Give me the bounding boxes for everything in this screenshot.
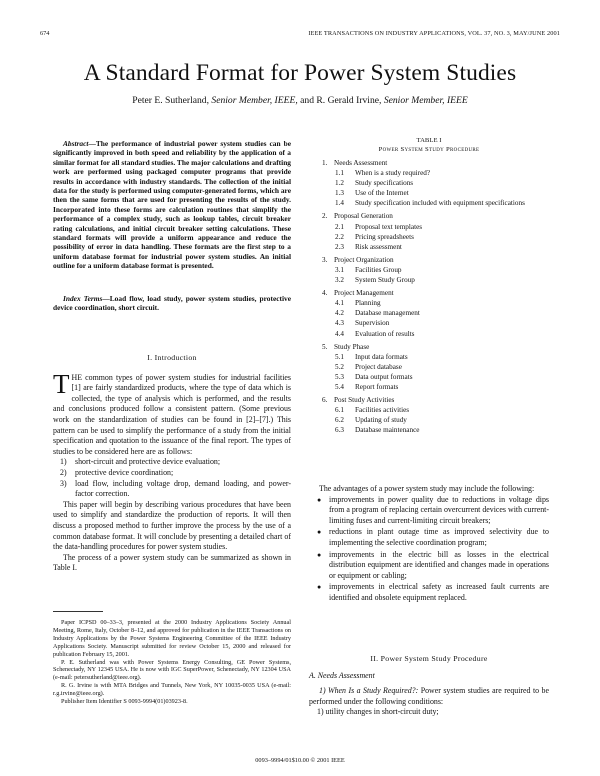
section-2-para: 1) When Is a Study Required?: Power system studies are required to be performed under the following conditions: — [309, 686, 549, 706]
bullet-icon: ● — [317, 495, 322, 504]
list-item: ● improvements in the electric bill as losses in the electrical distribution equipment are identified and changes made in operations or equipment or cabling; — [317, 549, 549, 580]
footnotes — [53, 619, 291, 706]
index-terms-label: Index Terms— — [63, 294, 110, 303]
abstract-text: The performance of industrial power system studies can be significantly improved in both speed and reliability by the application of a similar format for all standard studies. The major calculations and drafting work are performed using packaged computer programs that provide results in accordance with industry standards. The collection of the initial data for the study is performed using computer-generated forms, which are then the same forms that are used for presenting the results of the study. Incorporated into these forms are calculation routines that simplify the performance of a complex study, such as lookup tables, circuit breaker rating calculations, and initial circuit breaker setting calculations. These standard formats will provide a uniform appearance and reduce the possibility of error in data handling. These formats are the first step to a uniform database format for industrial power system studies. An initial outline for a uniform database format is presented. — [53, 139, 291, 271]
table-item: 4.3 Supervision — [335, 319, 390, 328]
copyright-footer: 0093–9994/01$10.00 © 2001 IEEE — [255, 757, 345, 764]
footnote: P. E. Sutherland was with Power Systems Energy Consulting, GE Power Systems, Schenectady, NY 12345 USA. He is now with IGC SuperPower, Schenectady, NY 12304 USA (e-mail: petersutherland@ieee.org). — [53, 658, 291, 682]
list-item: 1) short-circuit and protective device evaluation; — [60, 457, 221, 467]
section-2-heading: II. Power System Study Procedure — [370, 654, 488, 663]
list-item: 3) load flow, including voltage drop, demand loading, and power-factor correction. — [60, 478, 291, 499]
intro-para-1: HE common types of power system studies for industrial facilities [1] are fairly standardized products, where the type of data which is collected, the type of analysis which is performed, and the results and conclusions produced follow a consistent pattern. (Some previous work on the standardization of studies can be found in [2]–[7].) This pattern can be used to simplify the performance of a study from the initial specification and quotation to the issuance of the final report. The types of studies to be considered here are as follows: — [53, 372, 291, 456]
table-section: 4. Project Management — [322, 289, 394, 298]
list-item: 2) protective device coordination; — [60, 467, 174, 477]
author-2-grade: Senior Member, IEEE — [383, 95, 468, 106]
advantages-list — [309, 495, 549, 604]
intro-para-2: This paper will begin by describing various procedures that have been used to simplify and standardize the production of reports. It will then discuss a proposed method to further improve the process by the use of a common database format. It will conclude by presenting a detailed chart of the data-handling procedures for power system studies. — [53, 499, 291, 552]
table-section: 2. Proposal Generation — [322, 212, 393, 221]
footnote: Paper ICPSD 00–33–3, presented at the 2000 Industry Applications Society Annual Meeting, Rome, Italy, October 8–12, and approved for publication in the IEEE Transactions on Industry Applications by the Power Systems Engineering Committee of the IEEE Industry Applications Society. Manuscript submitted for review October 15, 2000 and released for publication February 15, 2001. — [53, 619, 291, 658]
index-terms — [53, 294, 291, 313]
table-item: 5.1 Input data formats — [335, 352, 408, 361]
table-section: 5. Study Phase — [322, 342, 370, 351]
index-terms-text: Load flow, load study, power system studies, protective device coordination, short circuit. — [53, 294, 291, 313]
bullet-icon: ● — [317, 583, 322, 592]
procedure-table — [322, 158, 542, 435]
table-item: 1.2 Study specifications — [335, 179, 414, 188]
authors — [20, 95, 580, 106]
table-title: Power System Study Procedure — [378, 146, 480, 153]
footnote: Publisher Item Identifier S 0093-9994(01)03923-8. — [61, 698, 188, 706]
table-label: TABLE I — [416, 137, 442, 144]
table-item: 1.3 Use of the Internet — [335, 189, 409, 198]
list-item: ● reductions in plant outage time as improved selectivity due to implementing the selective coordination program; — [317, 527, 549, 547]
footnote: R. G. Irvine is with MTA Bridges and Tunnels, New York, NY 10035-0035 USA (e-mail: r.g.irvine@ieee.org). — [53, 682, 291, 698]
abstract — [53, 139, 291, 271]
author-1: Peter E. Sutherland, — [132, 95, 209, 106]
table-item: 2.3 Risk assessment — [335, 242, 402, 251]
table-section: 6. Post Study Activities — [322, 396, 395, 405]
dropcap: T — [53, 368, 70, 399]
table-item: 6.3 Database maintenance — [335, 426, 420, 435]
page-header — [40, 30, 560, 40]
section-2 — [309, 654, 549, 718]
table-section: 1. Needs Assessment — [322, 159, 388, 167]
author-conj: and R. Gerald Irvine, — [300, 95, 382, 106]
bullet-icon: ● — [317, 550, 322, 559]
list-item: ● improvements in power quality due to reductions in voltage dips from a program of replacing certain overcurrent devices with current-limiting fuses and current-limiting circuit breakers; — [317, 494, 549, 525]
list-item: ● improvements in electrical safety as increased fault currents are identified and obsolete equipment replaced. — [317, 582, 549, 602]
list-item: 1) utility changes in short-circuit duty; — [317, 707, 439, 717]
intro-heading: I. Introduction — [147, 353, 197, 362]
table-item: 4.2 Database management — [335, 309, 420, 318]
table-item: 5.2 Project database — [335, 362, 402, 371]
author-1-grade: Senior Member, IEEE, — [211, 95, 298, 106]
subsection-title: 1) When Is a Study Required?: — [319, 686, 419, 696]
abstract-label: Abstract— — [63, 139, 96, 148]
table-item: 3.1 Facilities Group — [335, 265, 402, 274]
needs-assessment-heading: A. Needs Assessment — [309, 670, 375, 680]
table-item: 4.1 Planning — [335, 299, 381, 308]
intro-para-3: The process of a power system study can be summarized as shown in Table I. — [53, 552, 291, 573]
table-caption — [309, 136, 549, 154]
table-item: 2.2 Pricing spreadsheets — [335, 232, 414, 241]
table-item: 5.4 Report formats — [335, 382, 399, 391]
footnote-rule — [53, 611, 103, 612]
page-number: 674 — [40, 30, 50, 37]
advantages-intro: The advantages of a power system study may include the following: — [319, 484, 535, 493]
table-item: 5.3 Data output formats — [335, 372, 413, 381]
paper-title: A Standard Format for Power System Studies — [83, 60, 517, 86]
table-item: 2.1 Proposal text templates — [335, 222, 423, 231]
journal-header: IEEE TRANSACTIONS ON INDUSTRY APPLICATIONS, VOL. 37, NO. 3, MAY/JUNE 2001 — [308, 30, 560, 37]
table-item: 4.4 Evaluation of results — [335, 329, 415, 338]
table-item: 1.4 Study specification included with equipment specifications — [335, 199, 525, 208]
bullet-icon: ● — [317, 528, 322, 537]
table-item: 3.2 System Study Group — [335, 276, 415, 285]
table-item: 6.1 Facilities activities — [335, 406, 410, 415]
study-types-list — [53, 457, 291, 499]
table-item: 6.2 Updating of study — [335, 416, 407, 425]
introduction — [53, 353, 291, 574]
advantages — [309, 484, 549, 605]
table-item: 1.1 When is a study required? — [335, 169, 431, 178]
table-section: 3. Project Organization — [322, 255, 394, 264]
